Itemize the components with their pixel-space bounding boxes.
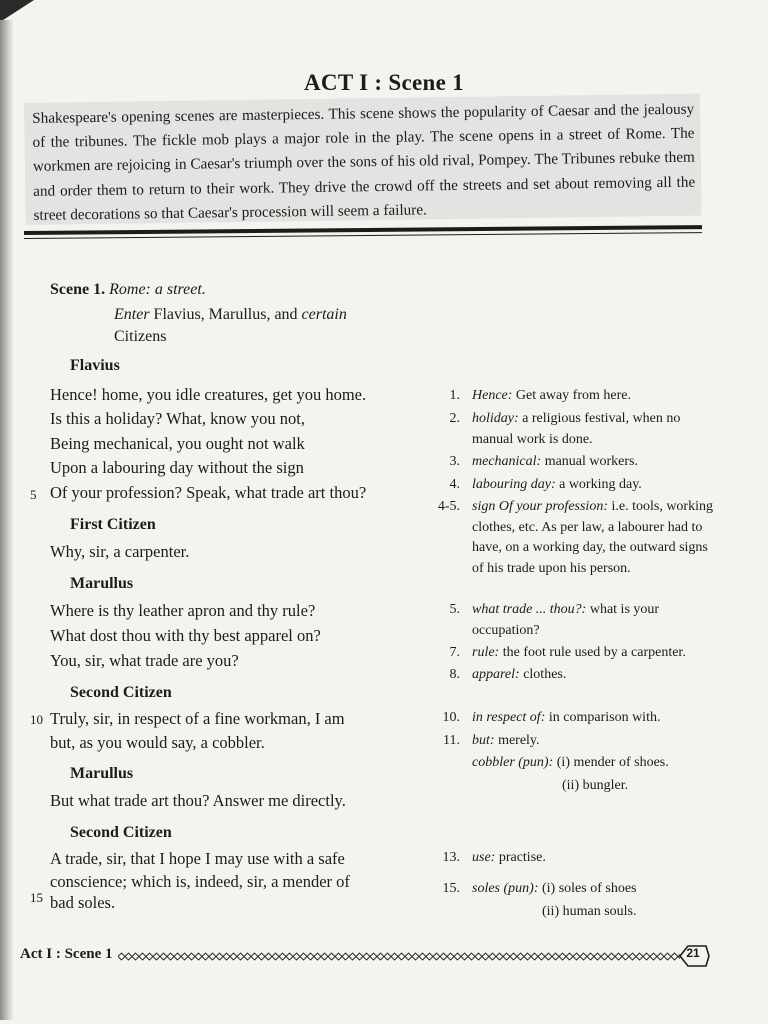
verse-line: Of your profession? Speak, what trade art thou?	[50, 483, 367, 502]
footnote-number: 7.	[449, 645, 460, 660]
stage-enter: Enter	[114, 306, 150, 323]
footnote-number: 11.	[443, 733, 460, 748]
footnote-term: labouring day:	[472, 477, 556, 492]
footnote-term: mechanical:	[472, 454, 542, 469]
footnote-term: holiday:	[472, 411, 519, 426]
verse-line: Truly, sir, in respect of a fine workman, I am	[50, 709, 345, 728]
page-footer	[20, 944, 710, 970]
stage-citizens: Citizens	[114, 328, 167, 345]
verse-line: bad soles.	[50, 893, 116, 912]
footnote-text: i.e. tools, working clothes, etc. As per law, a labourer had to have, on a working day, the outward signs of his trade upon his person.	[472, 499, 713, 576]
footnote-term: but:	[472, 733, 495, 748]
footnote-text: Get away from here.	[515, 388, 631, 403]
footnote-text: (i) mender of shoes.	[556, 755, 669, 770]
verse-line: What dost thou with thy best apparel on?	[50, 626, 321, 645]
footnote-number: 4.	[449, 477, 460, 492]
page-number-badge	[676, 944, 710, 968]
footnote-term: use:	[472, 850, 496, 865]
footnote-text: a working day.	[559, 477, 642, 492]
footnote-number: 10.	[442, 710, 460, 725]
footnote-text: what is your occupation?	[472, 602, 660, 638]
verse-line: You, sir, what trade are you?	[50, 651, 239, 670]
speaker-marullus: Marullus	[70, 765, 134, 782]
verse-line: conscience; which is, indeed, sir, a mender of	[50, 872, 350, 891]
footnote-text: manual workers.	[544, 454, 639, 469]
verse-line: Why, sir, a carpenter.	[50, 542, 190, 561]
line-number: 10	[30, 712, 43, 727]
corner-mark	[0, 0, 34, 22]
verse-line: Hence! home, you idle creatures, get you home.	[50, 385, 367, 404]
line-number: 15	[30, 890, 43, 905]
footer-label: Act I : Scene 1	[20, 946, 113, 962]
speaker-second-citizen: Second Citizen	[70, 684, 172, 701]
speaker-marullus: Marullus	[70, 575, 134, 592]
page-title: ACT I : Scene 1	[304, 70, 464, 95]
footnote-number: 3.	[449, 454, 460, 469]
intro-box	[24, 94, 702, 225]
footnote-text: (ii) bungler.	[562, 778, 629, 793]
verse-line: Is this a holiday? What, know you not,	[50, 409, 305, 428]
footnote-text: practise.	[498, 850, 546, 865]
footnote-term: in respect of:	[472, 710, 546, 725]
verse-line: Where is thy leather apron and thy rule?	[50, 601, 316, 620]
footnote-term: apparel:	[472, 667, 520, 682]
footnote-text: in comparison with.	[548, 710, 661, 725]
footnote-text: clothes.	[523, 667, 567, 682]
footnote-term: what trade ... thou?:	[472, 602, 587, 617]
verse-line: But what trade art thou? Answer me directly.	[50, 791, 346, 810]
footer-diamond-border	[118, 952, 680, 961]
footnote-number: 15.	[442, 881, 460, 896]
footnote-text: a religious festival, when no manual work is done.	[472, 411, 681, 447]
footnote-number: 2.	[449, 411, 460, 426]
footnote-number: 8.	[449, 667, 460, 682]
footnote-text: merely.	[498, 733, 540, 748]
speaker-first-citizen: First Citizen	[70, 516, 156, 533]
verse-line: A trade, sir, that I hope I may use with a safe	[50, 849, 345, 868]
footnote-number: 13.	[442, 850, 460, 865]
footnote-number: 4-5.	[437, 499, 460, 514]
page-edge-shadow	[0, 20, 14, 1020]
stage-names: Flavius, Marullus, and	[153, 306, 298, 323]
footnote-number: 5.	[449, 602, 460, 617]
footnote-text: the foot rule used by a carpenter.	[502, 645, 686, 660]
footnote-number: 1.	[449, 388, 460, 403]
footnote-term: soles (pun):	[472, 881, 539, 896]
speaker-flavius: Flavius	[70, 357, 120, 374]
footnote-text: (i) soles of shoes	[542, 881, 637, 896]
stage-certain: certain	[301, 306, 347, 323]
line-number: 5	[30, 487, 37, 502]
footnote-term: Hence:	[472, 388, 513, 403]
footnote-term: cobbler (pun):	[472, 755, 554, 770]
footnote-text: (ii) human souls.	[542, 904, 637, 919]
scene-setting: Rome: a street.	[109, 281, 206, 298]
scene-heading	[50, 279, 206, 301]
intro-text: Shakespeare's opening scenes are masterpieces. This scene shows the popularity of Caesar and the jealousy of the tribunes. The fickle mob plays a major role in the play. The scene opens in a street of Rome. The workmen are rejoicing in Caesar's triumph over the sons of his old rival, Pompey. The Tribunes rebuke them and order them to return to their work. They drive the crowd off the streets and set about removing all the street decorations so that Caesar's procession will seem a failure.	[32, 100, 696, 224]
verse-line: but, as you would say, a cobbler.	[50, 733, 265, 752]
page-number: 21	[686, 946, 700, 960]
verse-line: Being mechanical, you ought not walk	[50, 434, 305, 453]
verse-line: Upon a labouring day without the sign	[50, 458, 304, 477]
scene-label: Scene 1.	[50, 281, 106, 298]
footnote-term: sign Of your profession:	[472, 499, 608, 514]
footnote-term: rule:	[472, 645, 500, 660]
speaker-second-citizen: Second Citizen	[70, 824, 172, 841]
stage-direction	[114, 304, 414, 348]
